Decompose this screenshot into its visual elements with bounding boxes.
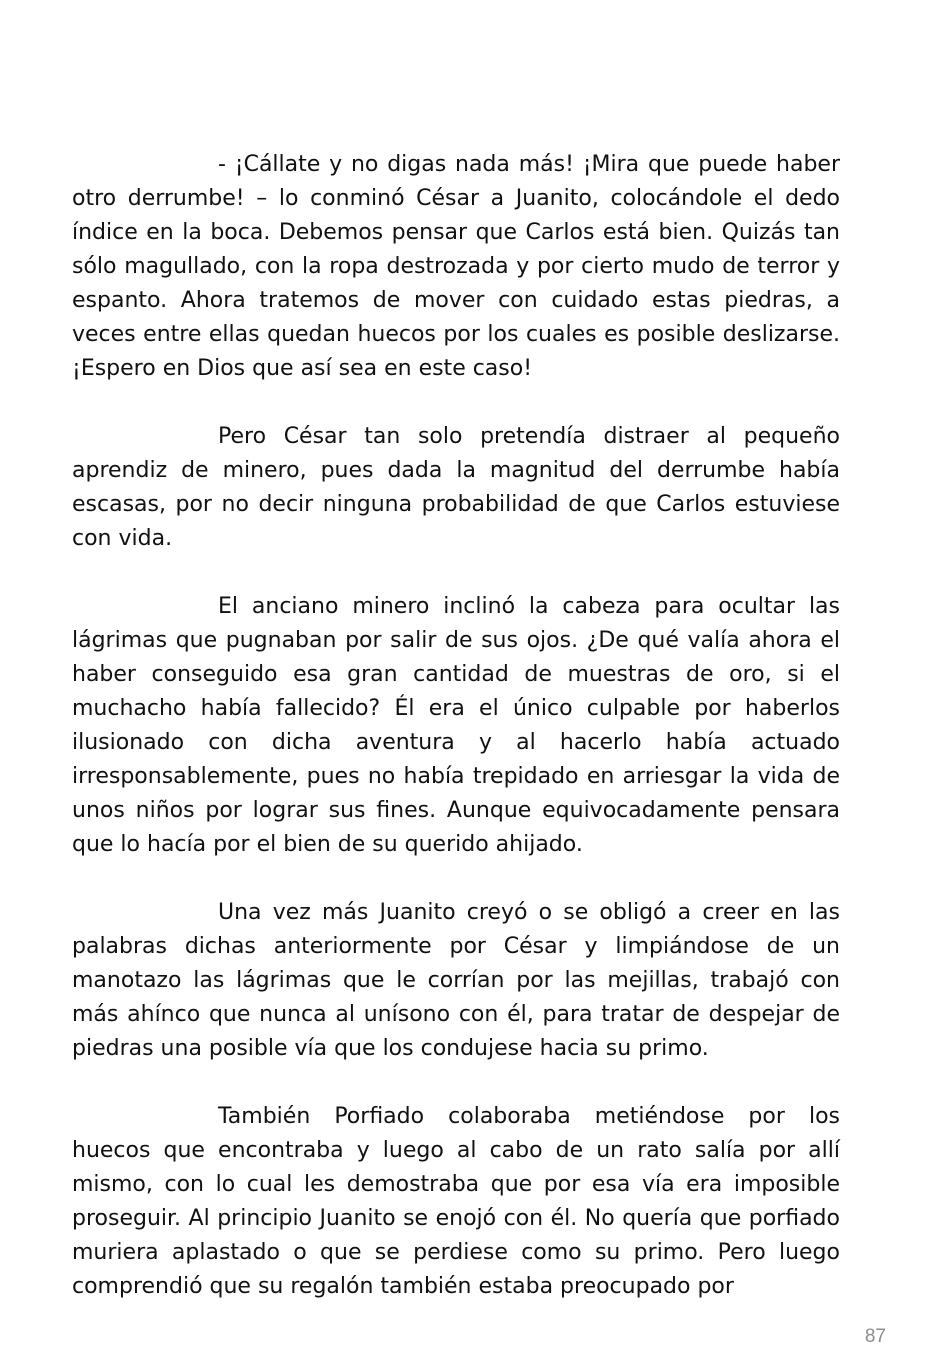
page-number: 87: [864, 1326, 886, 1347]
body-text: [72, 148, 840, 1304]
paragraph-2: Pero César tan solo pretendía distraer al pequeño aprendiz de minero, pues dada la magnitud del derrumbe había escasas, por no decir ninguna probabilidad de que Carlos estuviese con vida.: [72, 424, 840, 551]
paragraph-1: - ¡Cállate y no digas nada más! ¡Mira que puede haber otro derrumbe! – lo conminó César a Juanito, colocándole el dedo índice en la boca. Debemos pensar que Carlos está bien. Quizás tan sólo magullado, con la ropa destrozada y por cierto mudo de terror y espanto. Ahora tratemos de mover con cuidado estas piedras, a veces entre ellas quedan huecos por los cuales es posible deslizarse. ¡Espero en Dios que así sea en este caso!: [72, 152, 840, 381]
paragraph-4: Una vez más Juanito creyó o se obligó a creer en las palabras dichas anteriormente por César y limpiándose de un manotazo las lágrimas que le corrían por las mejillas, trabajó con más ahínco que nunca al unísono con él, para tratar de despejar de piedras una posible vía que los condujese hacia su primo.: [72, 900, 840, 1061]
paragraph-5: También Porfiado colaboraba metiéndose por los huecos que encontraba y luego al cabo de un rato salía por allí mismo, con lo cual les demostraba que por esa vía era imposible proseguir. Al principio Juanito se enojó con él. No quería que porfiado muriera aplastado o que se perdiese como su primo. Pero luego comprendió que su regalón también estaba preocupado por: [72, 1104, 840, 1299]
paragraph-3: El anciano minero inclinó la cabeza para ocultar las lágrimas que pugnaban por salir de sus ojos. ¿De qué valía ahora el haber conseguido esa gran cantidad de muestras de oro, si el muchacho había fallecido? Él era el único culpable por haberlos ilusionado con dicha aventura y al hacerlo había actuado irresponsablemente, pues no había trepidado en arriesgar la vida de unos niños por lograr sus fines. Aunque equivocadamente pensara que lo hacía por el bien de su querido ahijado.: [72, 594, 840, 857]
